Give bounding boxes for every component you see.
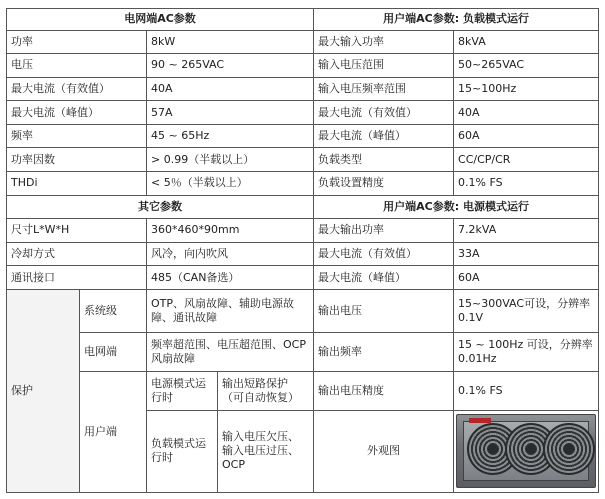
cell-key: 最大输入功率 <box>314 30 454 54</box>
cell-key: 尺寸L*W*H <box>7 219 147 243</box>
cell-key: 最大输出功率 <box>314 219 454 243</box>
cell-value: 7.2kVA <box>454 219 599 243</box>
system-level-text: OTP、风扇故障、辅助电源故障、通讯故障 <box>147 289 314 332</box>
cell-value: 45 ~ 65Hz <box>147 124 314 148</box>
table-row <box>7 172 599 196</box>
cell-key: 电压 <box>7 54 147 78</box>
cell-key: 通讯接口 <box>7 266 147 290</box>
cell-value: 8kVA <box>454 30 599 54</box>
cell-key: 输入电压范围 <box>314 54 454 78</box>
table-row <box>7 371 599 410</box>
cell-value: 60A <box>454 266 599 290</box>
table-row <box>7 289 599 332</box>
appearance-label: 外观图 <box>314 410 454 492</box>
grid-side-text: 频率超范围、电压超范围、OCP风扇故障 <box>147 332 314 371</box>
cell-key: 输入电压频率范围 <box>314 77 454 101</box>
cell-value: 33A <box>454 242 599 266</box>
cell-key: 功率因数 <box>7 148 147 172</box>
table-row <box>7 332 599 371</box>
cell-key: 最大电流（有效值） <box>314 242 454 266</box>
cell-value: CC/CP/CR <box>454 148 599 172</box>
cell-value: 57A <box>147 101 314 125</box>
power-unit-photo-icon <box>456 414 596 488</box>
cell-value: < 5％（半载以上） <box>147 172 314 196</box>
header-user-load-mode: 用户端AC参数: 负载模式运行 <box>314 9 599 31</box>
cell-key: 最大电流（峰值） <box>314 124 454 148</box>
cell-key: 负载设置精度 <box>314 172 454 196</box>
table-row <box>7 54 599 78</box>
table-row <box>7 124 599 148</box>
table-row <box>7 266 599 290</box>
output-frequency-value: 15 ~ 100Hz 可设，分辨率 0.01Hz <box>454 332 599 371</box>
spec-table <box>6 8 599 493</box>
output-voltage-label: 输出电压 <box>314 289 454 332</box>
output-voltage-value: 15~300VAC可设，分辨率 0.1V <box>454 289 599 332</box>
table-row <box>7 30 599 54</box>
load-mode-text: 输入电压欠压、输入电压过压、OCP <box>218 410 314 492</box>
cell-value: 15~100Hz <box>454 77 599 101</box>
cell-key: 功率 <box>7 30 147 54</box>
cell-value: 90 ~ 265VAC <box>147 54 314 78</box>
cell-value: > 0.99（半载以上） <box>147 148 314 172</box>
load-mode-label: 负载模式运行时 <box>147 410 218 492</box>
output-accuracy-label: 输出电压精度 <box>314 371 454 410</box>
cell-key: 负载类型 <box>314 148 454 172</box>
cell-key: 冷却方式 <box>7 242 147 266</box>
cell-key: 最大电流（有效值） <box>7 77 147 101</box>
cell-value: 8kW <box>147 30 314 54</box>
grid-side-label: 电网端 <box>80 332 147 371</box>
cell-key: 频率 <box>7 124 147 148</box>
power-mode-label: 电源模式运行时 <box>147 371 218 410</box>
cell-key: THDi <box>7 172 147 196</box>
protection-label: 保护 <box>7 289 80 492</box>
table-row <box>7 101 599 125</box>
cell-key: 最大电流（峰值） <box>314 266 454 290</box>
output-frequency-label: 输出频率 <box>314 332 454 371</box>
appearance-photo <box>454 410 599 492</box>
header-grid-ac: 电网端AC参数 <box>7 9 314 31</box>
header-user-power-mode: 用户端AC参数: 电源模式运行 <box>314 195 599 219</box>
header-other-params: 其它参数 <box>7 195 314 219</box>
cell-value: 风冷，向内吹风 <box>147 242 314 266</box>
system-level-label: 系统级 <box>80 289 147 332</box>
power-mode-text: 输出短路保护（可自动恢复） <box>218 371 314 410</box>
table-row <box>7 148 599 172</box>
table-row <box>7 219 599 243</box>
cell-value: 60A <box>454 124 599 148</box>
cell-value: 50~265VAC <box>454 54 599 78</box>
cell-value: 360*460*90mm <box>147 219 314 243</box>
cell-key: 最大电流（有效值） <box>314 101 454 125</box>
output-accuracy-value: 0.1% FS <box>454 371 599 410</box>
cell-key: 最大电流（峰值） <box>7 101 147 125</box>
table-row <box>7 242 599 266</box>
cell-value: 485（CAN备选） <box>147 266 314 290</box>
cell-value: 40A <box>147 77 314 101</box>
table-row <box>7 77 599 101</box>
cell-value: 40A <box>454 101 599 125</box>
user-side-label: 用户端 <box>80 371 147 492</box>
cell-value: 0.1% FS <box>454 172 599 196</box>
